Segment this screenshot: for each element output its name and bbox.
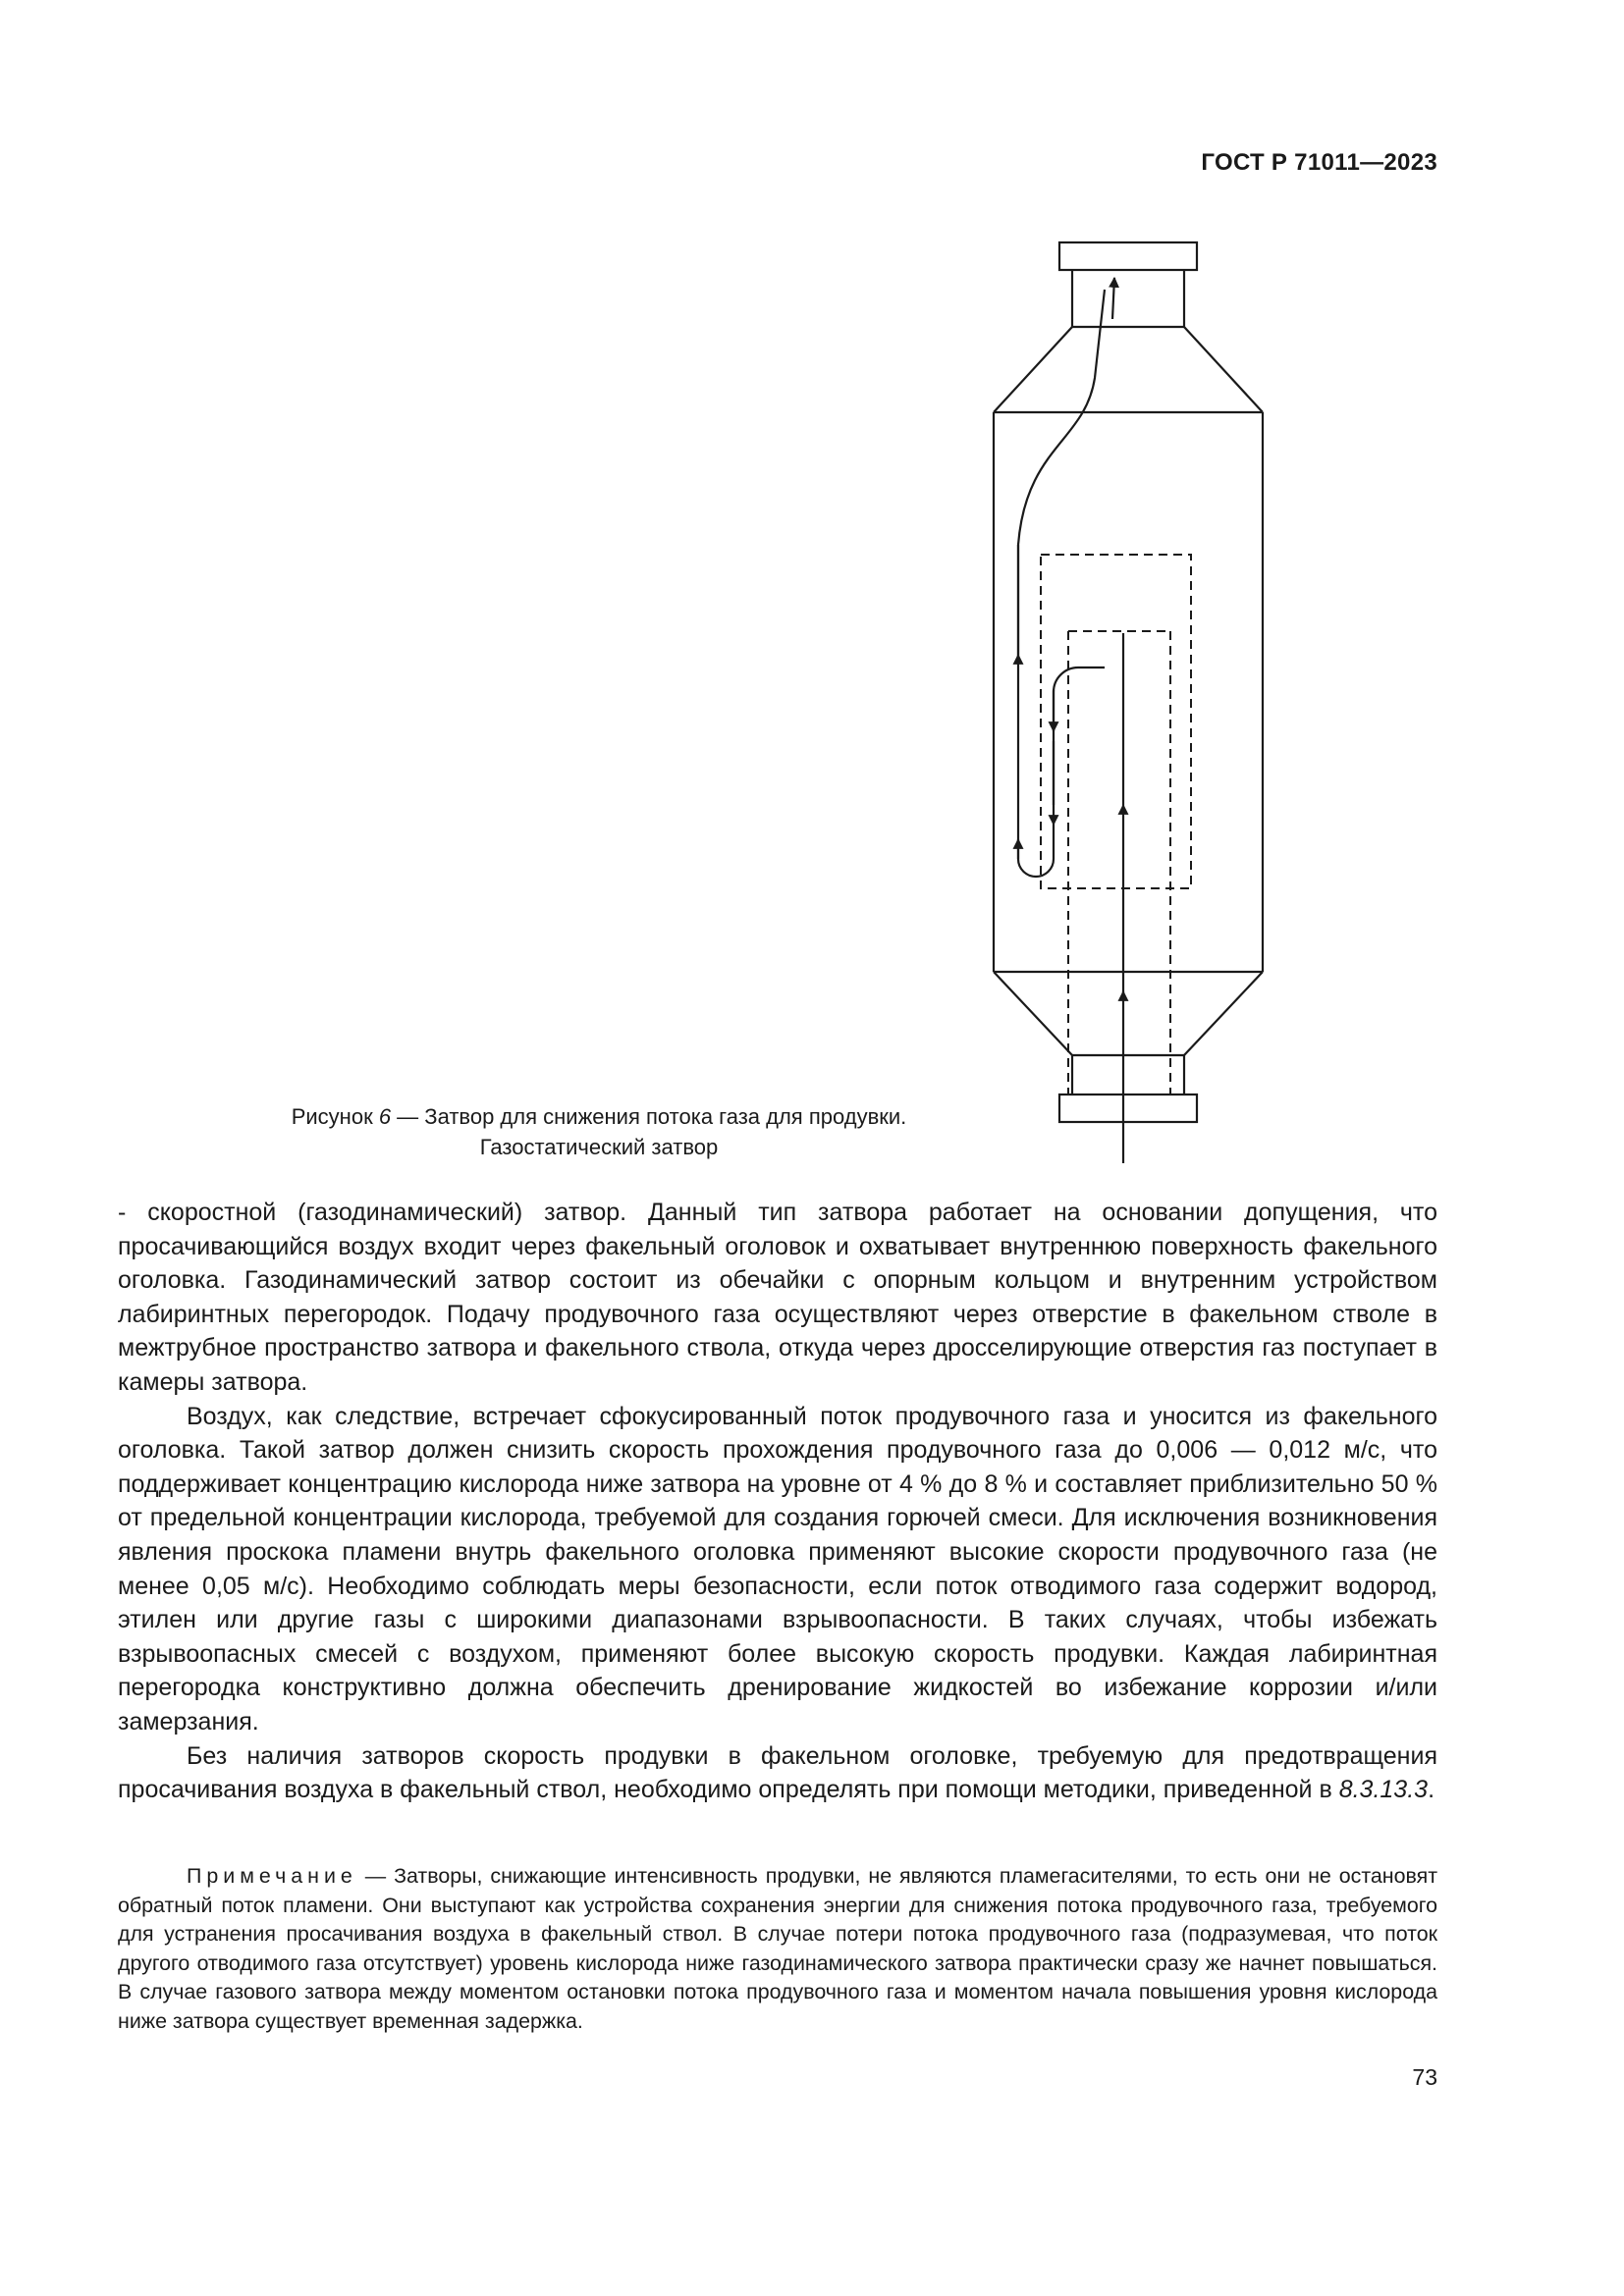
top-flange [1059, 242, 1197, 270]
paragraph-3 [118, 1739, 1437, 1807]
paragraph-3-end: . [1428, 1776, 1435, 1804]
outer-baffle [1041, 555, 1191, 888]
page-header-standard-code: ГОСТ Р 71011—2023 [1201, 149, 1437, 176]
note-block [118, 1862, 1437, 2036]
paragraph-2: Воздух, как следствие, встречает сфокусированный поток продувочного газа и уносится из факельного оголовка. Такой затвор должен снизить скорость прохождения продувочного газа до 0,006 — 0,012 м/с, что поддерживает концентрацию кислорода ниже затвора на уровне от 4 % до 8 % и составляет приблизительно 50 % от предельной концентрации кислорода, требуемой для создания горючей смеси. Для исключения возникновения явления проскока пламени внутрь факельного оголовка применяют высокие скорости продувочного газа (не менее 0,05 м/с). Необходимо соблюдать меры безопасности, если поток отводимого газа содержит водород, этилен или другие газы с широкими диапазонами взрывоопасности. В таких случаях, чтобы избежать взрывоопасных смесей с воздухом, применяют более высокую скорость продувки. Каждая лабиринтная перегородка конструктивно должна обеспечить дренирование жидкостей во избежание коррозии и/или замерзания. [118, 1402, 1437, 1735]
note-label: Примечание [187, 1864, 357, 1888]
caption-line-2: Газостатический затвор [479, 1135, 719, 1159]
bottom-flange [1059, 1095, 1197, 1122]
seal-diagram-figure [967, 231, 1301, 1163]
paragraph-3-text: Без наличия затворов скорость продувки в факельном оголовке, требуемую для предотвращения просачивания воздуха в факельный ствол, необходимо определять при помощи методики, приведенной в [118, 1741, 1437, 1804]
caption-number: 6 [378, 1104, 392, 1129]
note-text: — Затворы, снижающие интенсивность продувки, не являются пламегасителями, то есть они не остановят обратный поток пламени. Они выступают как устройства сохранения энергии для снижения потока продувочного газа, требуемого для устранения просачивания воздуха в факельный ствол. В случае потери потока продувочного газа (подразумевая, что поток другого отводимого газа отсутствует) уровень кислорода ниже газодинамического затвора практически сразу же начнет повышаться. В случае газового затвора между моментом остановки потока продувочного газа и моментом начала повышения уровня кислорода ниже затвора существует временная задержка. [118, 1864, 1437, 2033]
figure-caption [236, 1101, 962, 1162]
body-text [118, 1196, 1437, 1807]
paragraph-1: - скоростной (газодинамический) затвор. Данный тип затвора работает на основании допущения, что просачивающийся воздух входит через факельный оголовок и охватывает внутреннюю поверхность факельного оголовка. Газодинамический затвор состоит из обечайки с опорным кольцом и внутренним устройством лабиринтных перегородок. Подачу продувочного газа осуществляют через отверстие в факельном стволе в межтрубное пространство затвора и факельного ствола, откуда через дросселирующие отверстия газ поступает в камеры затвора. [118, 1199, 1437, 1396]
caption-prefix: Рисунок [291, 1104, 379, 1129]
page-number: 73 [1412, 2064, 1437, 2090]
gas-seal-diagram [967, 231, 1301, 1163]
section-reference-link[interactable]: 8.3.13.3 [1338, 1776, 1429, 1804]
caption-line-1 [236, 1101, 962, 1132]
caption-title: — Затвор для снижения потока газа для продувки. [391, 1104, 907, 1129]
